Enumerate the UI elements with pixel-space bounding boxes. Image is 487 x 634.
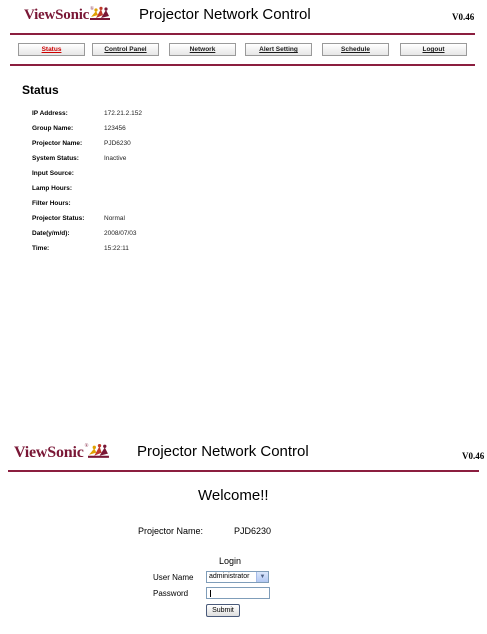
viewsonic-birds-icon [88,443,110,463]
username-select-value: administrator [209,573,250,580]
row-label: Lamp Hours: [32,185,73,192]
viewsonic-birds-icon [90,6,111,25]
projector-name-label: Projector Name: [138,526,204,536]
nav-network[interactable]: Network [169,43,236,56]
row-label: Projector Status: [32,215,85,222]
nav-logout[interactable]: Logout [400,43,467,56]
row-label: Filter Hours: [32,200,71,207]
row-label: Group Name: [32,125,74,132]
app-title: Projector Network Control [137,443,309,460]
nav-rule [10,64,475,66]
nav-schedule[interactable]: Schedule [322,43,389,56]
row-label: IP Address: [32,110,68,117]
nav-control-panel[interactable]: Control Panel [92,43,159,56]
chevron-down-icon[interactable]: ▼ [256,572,268,582]
brand-logo-text: ViewSonic® [24,7,94,23]
row-value: PJD6230 [104,140,131,147]
row-value: Inactive [104,155,127,162]
submit-button[interactable]: Submit [206,604,240,617]
brand-logo-text: ViewSonic® [14,444,89,461]
page-title: Status [22,83,59,97]
projector-name-value: PJD6230 [234,526,272,536]
header-rule [8,470,479,472]
row-label: System Status: [32,155,79,162]
username-label: User Name [153,573,194,582]
username-select[interactable] [206,571,269,583]
login-title: Login [219,556,242,566]
header-rule [10,33,475,35]
app-title: Projector Network Control [139,6,311,23]
row-value: 172.21.2.152 [104,110,142,117]
version-label: V0.46 [452,12,475,22]
password-field[interactable] [206,587,270,599]
row-label: Date(y/m/d): [32,230,70,237]
row-value: 123456 [104,125,126,132]
welcome-heading: Welcome!! [198,487,269,504]
row-value: 2008/07/03 [104,230,137,237]
row-label: Projector Name: [32,140,83,147]
row-value: Normal [104,215,125,222]
row-label: Time: [32,245,50,252]
password-label: Password [153,589,189,598]
row-label: Input Source: [32,170,74,177]
nav-alert-setting[interactable]: Alert Setting [245,43,312,56]
version-label: V0.46 [462,451,485,461]
text-caret [210,590,211,597]
row-value: 15:22:11 [104,245,129,252]
nav-status[interactable]: Status [18,43,85,56]
